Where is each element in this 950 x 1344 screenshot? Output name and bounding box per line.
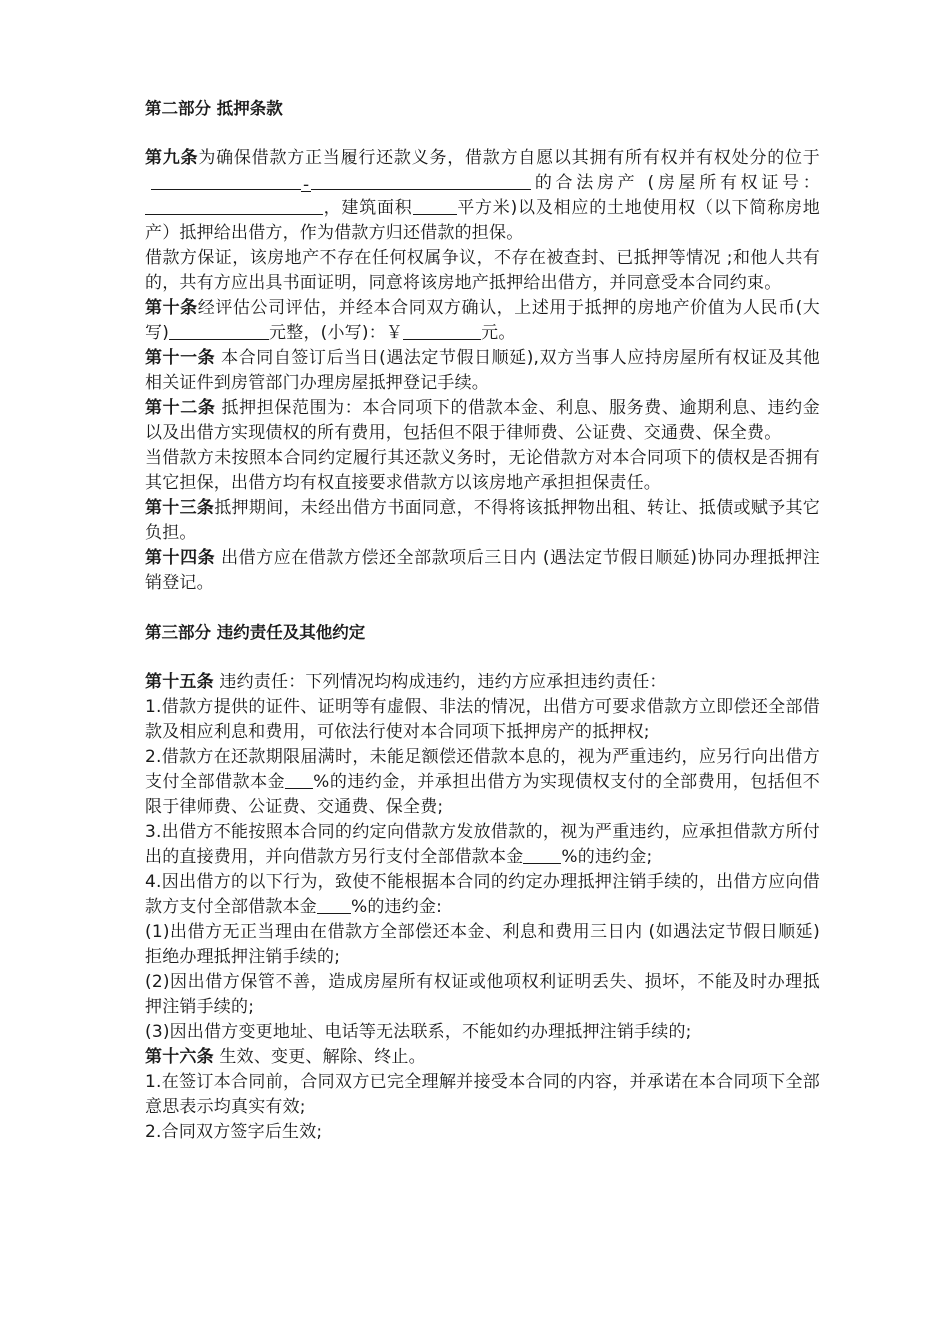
article-9-para-2: 借款方保证，该房地产不存在任何权属争议，不存在被查封、已抵押等情况 ;和他人共有的，共有方应出具书面证明，同意将该房地产抵押给出借方，并同意受本合同约束。 xyxy=(145,248,820,293)
article-15-sub-3: (3)因出借方变更地址、电话等无法联系，不能如约办理抵押注销手续的; xyxy=(145,1022,692,1042)
part3-heading: 第三部分 违约责任及其他约定 xyxy=(145,623,366,642)
article-13: 第十三条抵押期间，未经出借方书面同意，不得将该抵押物出租、转让、抵债或赋予其它负担。 xyxy=(145,498,820,543)
article-11: 第十一条 本合同自签订后当日(遇法定节假日顺延),双方当事人应持房屋所有权证及其他相关证件到房管部门办理房屋抵押登记手续。 xyxy=(145,348,820,393)
article-16: 第十六条 生效、变更、解除、终止。 xyxy=(145,1047,426,1067)
penalty-rate-blank-3 xyxy=(317,895,351,914)
article-9: 第九条为确保借款方正当履行还款义务，借款方自愿以其拥有所有权并有权处分的位于- 的合法房产 (房屋所有权证号：，建筑面积 平方米)以及相应的土地使用权（以下简称房地产）抵押给出借方，作为借款方归还借款的担保。 xyxy=(145,148,820,243)
location-blank-2 xyxy=(311,171,531,190)
article-15-item-2: 2.借款方在还款期限届满时，未能足额偿还借款本息的，视为严重违约，应另行向出借方支付全部借款本金 %的违约金，并承担出借方为实现债权支付的全部费用，包括但不限于律师费、公证费、交通费、保全费; xyxy=(145,747,821,817)
penalty-rate-blank-1 xyxy=(285,770,313,789)
article-16-item-2: 2.合同双方签字后生效; xyxy=(145,1122,323,1142)
article-15: 第十五条 违约责任：下列情况均构成违约，违约方应承担违约责任： xyxy=(145,672,667,692)
ownership-cert-blank xyxy=(145,196,323,215)
article-16-item-1: 1.在签订本合同前，合同双方已完全理解并接受本合同的内容，并承诺在本合同项下全部意思表示均真实有效; xyxy=(145,1072,820,1117)
amount-uppercase-blank xyxy=(169,321,269,340)
article-14: 第十四条 出借方应在借款方偿还全部款项后三日内 (遇法定节假日顺延)协同办理抵押注销登记。 xyxy=(145,548,820,593)
article-15-item-4: 4.因出借方的以下行为，致使不能根据本合同的约定办理抵押注销手续的，出借方应向借款方支付全部借款本金 %的违约金: xyxy=(145,872,820,917)
amount-lowercase-blank xyxy=(403,321,481,340)
article-12-number: 第十二条 xyxy=(145,398,216,418)
article-15-item-1: 1.借款方提供的证件、证明等有虚假、非法的情况，出借方可要求借款方立即偿还全部借款及相应利息和费用，可依法行使对本合同项下抵押房产的抵押权; xyxy=(145,697,820,742)
location-blank xyxy=(151,171,301,190)
part2-heading: 第二部分 抵押条款 xyxy=(145,99,283,118)
article-15-number: 第十五条 xyxy=(145,672,214,692)
article-15-sub-1: (1)出借方无正当理由在借款方全部偿还本金、利息和费用三日内 (如遇法定节假日顺延)拒绝办理抵押注销手续的; xyxy=(145,922,820,967)
floor-area-blank xyxy=(413,196,457,215)
article-14-number: 第十四条 xyxy=(145,548,216,568)
article-11-number: 第十一条 xyxy=(145,348,216,368)
article-13-number: 第十三条 xyxy=(145,498,215,518)
article-16-number: 第十六条 xyxy=(145,1047,214,1067)
article-12: 第十二条 抵押担保范围为：本合同项下的借款本金、利息、服务费、逾期利息、违约金以及出借方实现债权的所有费用，包括但不限于律师费、公证费、交通费、保全费。 xyxy=(145,398,820,443)
penalty-rate-blank-2 xyxy=(523,845,561,864)
article-15-item-3: 3.出借方不能按照本合同的约定向借款方发放借款的，视为严重违约，应承担借款方所付出的直接费用，并向借款方另行支付全部借款本金 %的违约金; xyxy=(145,822,820,867)
article-10: 第十条经评估公司评估，并经本合同双方确认，上述用于抵押的房地产价值为人民币(大写) 元整，(小写)：￥ 元。 xyxy=(145,298,820,343)
article-10-number: 第十条 xyxy=(145,298,198,318)
article-15-sub-2: (2)因出借方保管不善，造成房屋所有权证或他项权利证明丢失、损坏，不能及时办理抵押注销手续的; xyxy=(145,972,820,1017)
article-9-number: 第九条 xyxy=(145,148,199,168)
article-12-para-2: 当借款方未按照本合同约定履行其还款义务时，无论借款方对本合同项下的债权是否拥有其它担保，出借方均有权直接要求借款方以该房地产承担担保责任。 xyxy=(145,448,820,493)
